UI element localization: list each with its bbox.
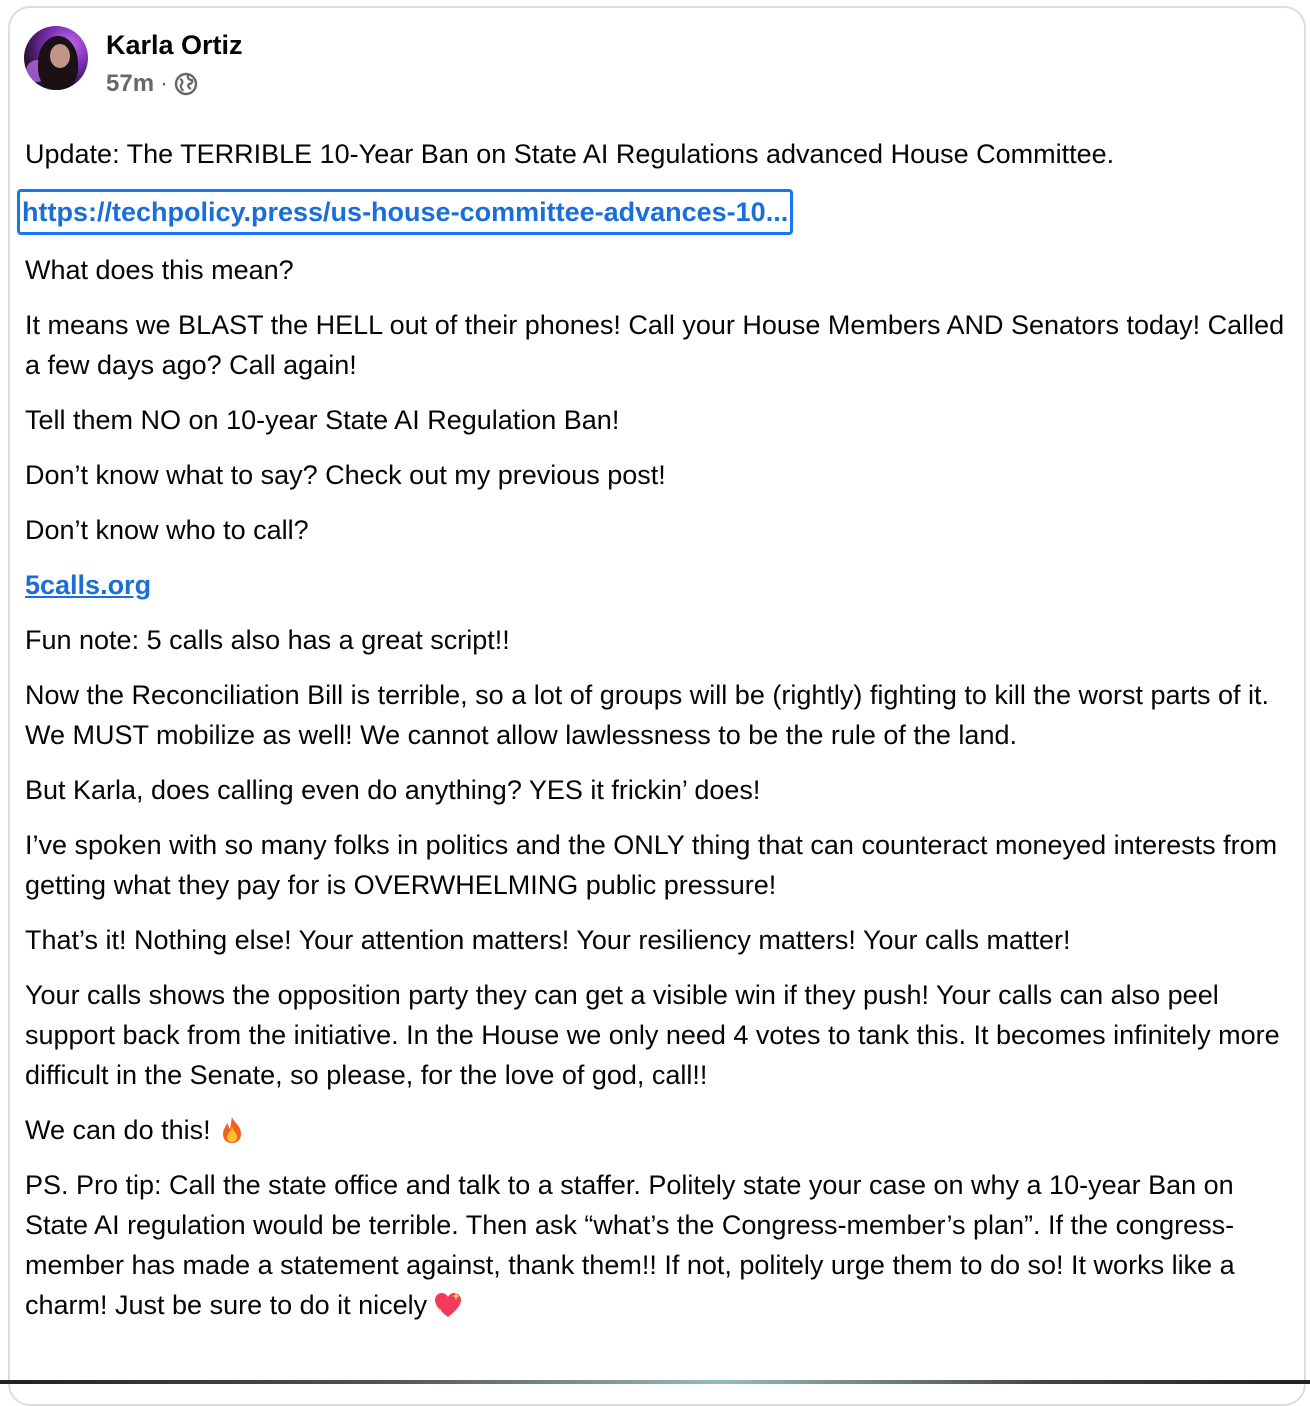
avatar-face (50, 44, 70, 68)
post-paragraph: Don’t know what to say? Check out my previous post! (25, 460, 666, 490)
globe-icon[interactable] (174, 72, 198, 96)
post-timestamp[interactable]: 57m (106, 70, 155, 97)
fivecalls-paragraph (17, 565, 1287, 605)
post-paragraph: But Karla, does calling even do anything? YES it frickin’ does! (25, 775, 761, 805)
post-paragraph: Update: The TERRIBLE 10-Year Ban on State AI Regulations advanced House Committee. (25, 139, 1115, 169)
pro-tip-text: PS. Pro tip: Call the state office and talk to a staffer. Politely state your case on why a 10-year Ban on State AI regulation would be terrible. Then ask “what’s the Congress-member’s plan”. If the congress-member has made a statement against, thank them!! If not, politely urge them to do so! It works like a charm! Just be sure to do it nicely (25, 1170, 1235, 1320)
post-paragraph: Now the Reconciliation Bill is terrible, so a lot of groups will be (rightly) fighting to kill the worst parts of it. We MUST mobilize as well! We cannot allow lawlessness to be the rule of the land. (25, 680, 1270, 750)
post-header (24, 26, 243, 98)
fire-emoji-icon (217, 1115, 247, 1145)
post-meta (106, 26, 243, 98)
post-paragraph: That’s it! Nothing else! Your attention matters! Your resiliency matters! Your calls matter! (25, 925, 1071, 955)
author-avatar[interactable] (24, 26, 88, 90)
sparkling-heart-icon (433, 1290, 463, 1320)
post-paragraph: Fun note: 5 calls also has a great script!! (25, 625, 510, 655)
we-can-do-this-text: We can do this! (25, 1115, 211, 1145)
meta-separator: · (160, 70, 169, 97)
pro-tip-paragraph (17, 1165, 1287, 1325)
fivecalls-link[interactable]: 5calls.org (25, 570, 152, 600)
article-link[interactable]: https://techpolicy.press/us-house-committee-advances-10... (22, 197, 789, 227)
next-content-strip (0, 1380, 1310, 1384)
post-paragraph: It means we BLAST the HELL out of their phones! Call your House Members AND Senators today! Called a few days ago? Call again! (25, 310, 1285, 380)
we-can-do-this-paragraph (17, 1110, 1287, 1150)
article-link-focus[interactable] (17, 189, 793, 235)
post-paragraph: Don’t know who to call? (25, 515, 309, 545)
post-paragraph: Tell them NO on 10-year State AI Regulation Ban! (25, 405, 620, 435)
post-subline (106, 70, 243, 98)
post-paragraph: I’ve spoken with so many folks in politics and the ONLY thing that can counteract moneyed interests from getting what they pay for is OVERWHELMING public pressure! (25, 830, 1278, 900)
author-name[interactable]: Karla Ortiz (106, 30, 243, 60)
post-paragraph: Your calls shows the opposition party they can get a visible win if they push! Your calls can also peel support back from the initiative. In the House we only need 4 votes to tank this. It becomes infinitely more difficult in the Senate, so please, for the love of god, call!! (25, 980, 1280, 1090)
post-body (17, 134, 1287, 1340)
post-paragraph: What does this mean? (25, 255, 294, 285)
